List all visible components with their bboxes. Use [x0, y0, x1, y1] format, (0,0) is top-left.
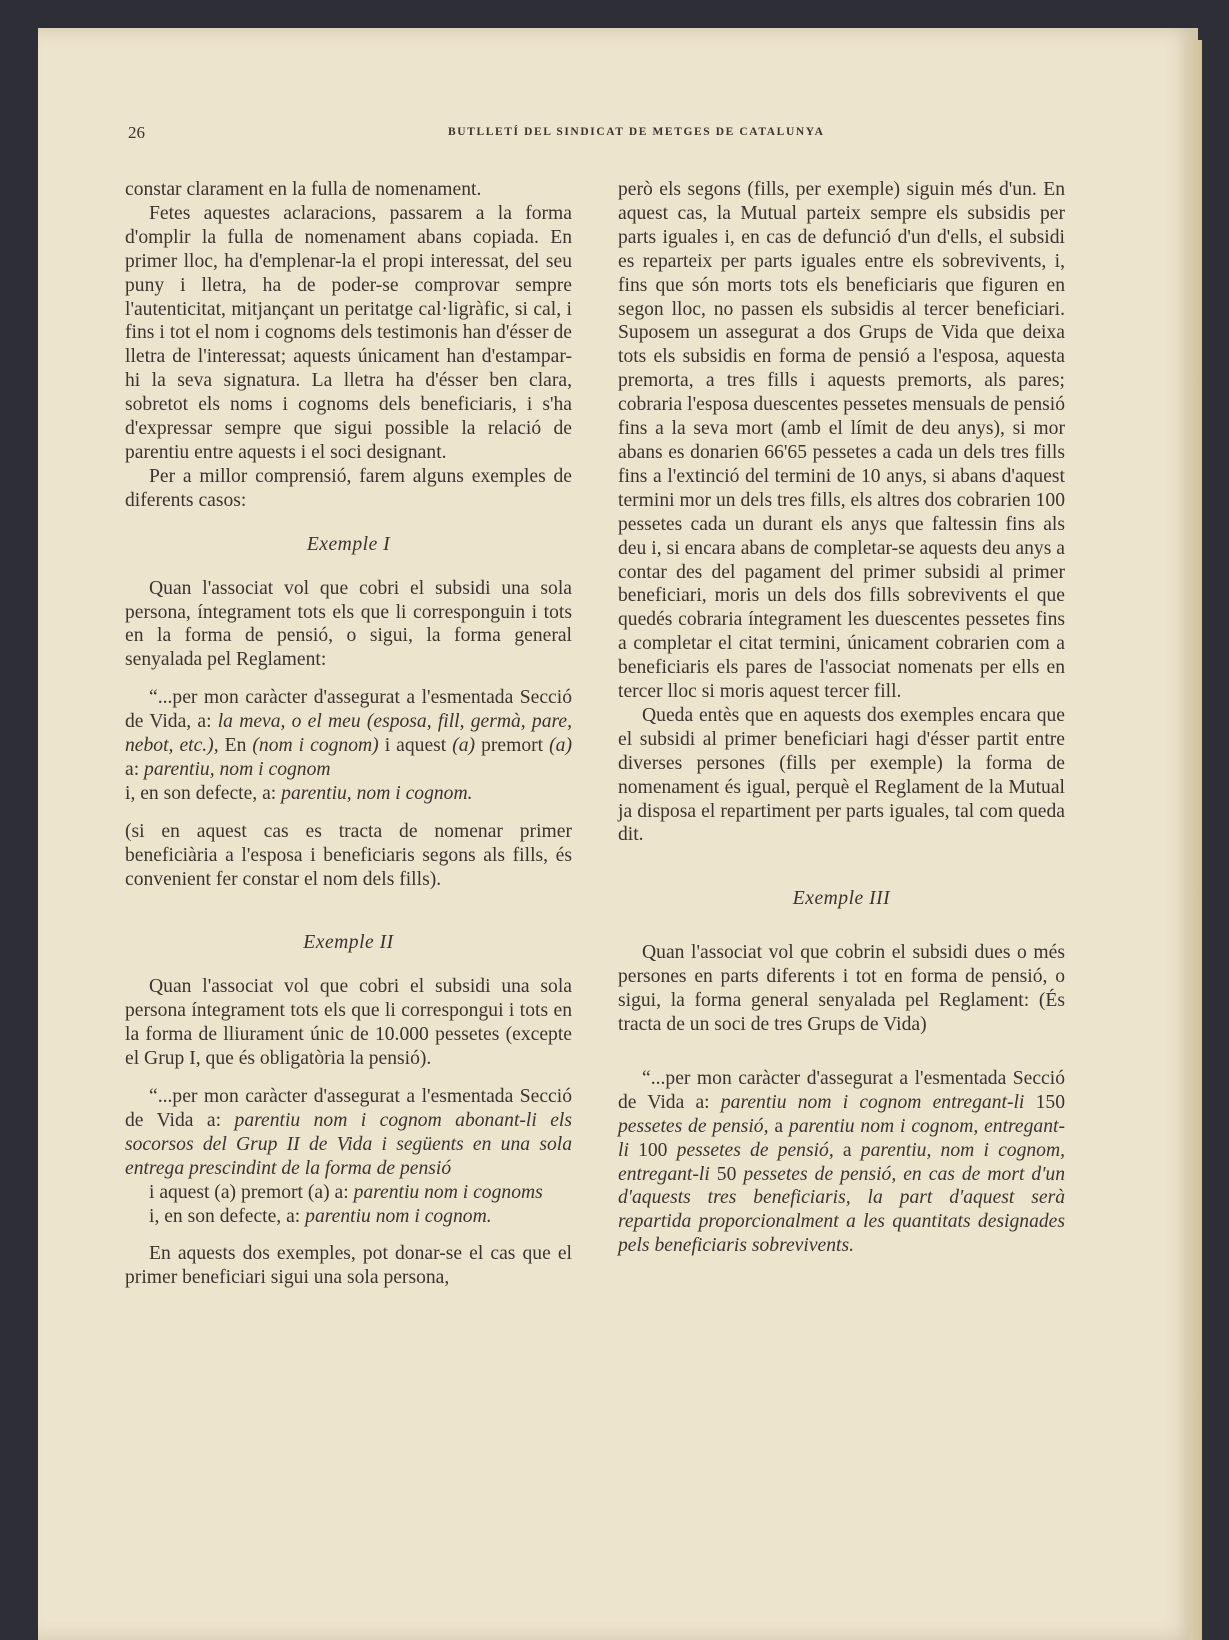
formula-text: “...per mon caràcter d'assegurat a l'esmentada Secció de Vida a:: [125, 1086, 572, 1131]
formula-text: a:: [125, 758, 145, 780]
section-heading: Exemple III: [792, 888, 891, 910]
formula-text: “...per mon caràcter d'assegurat a l'esmentada Secció de Vida a:: [618, 1067, 1065, 1113]
page-edge: [1190, 40, 1202, 1640]
formula-text: 150: [1024, 1091, 1065, 1113]
formula-italic: pessetes de pensió,: [618, 1115, 769, 1137]
formula-text: premort: [475, 735, 550, 757]
formula-italic: parentiu, nom i cognom: [144, 758, 331, 780]
formula-text: En: [218, 735, 253, 757]
nomination-formula: [618, 1067, 1065, 1258]
running-title: BUTLLETÍ DEL SINDICAT DE METGES DE CATALUNYA: [448, 126, 825, 138]
formula-text: i aquest: [378, 735, 453, 757]
formula-italic: parentiu nom i cognom, entregant-li: [618, 1115, 1065, 1161]
nomination-formula-line: [125, 1181, 572, 1205]
page-number: 26: [128, 123, 145, 142]
formula-text: a: [768, 1115, 789, 1137]
formula-italic: pessetes de pensió, en cas de mort d'un d'aquests tres beneficiaris, la part d'aquest serà repartida proporcionalment a les quantitats designades pels beneficiaris sobrevivents.: [618, 1163, 1066, 1257]
formula-text: 100: [628, 1139, 677, 1161]
paragraph: En aquests dos exemples, pot donar-se el cas que el primer beneficiari sigui una sola persona,: [125, 1243, 572, 1289]
paragraph: Per a millor comprensió, farem alguns exemples de diferents casos:: [125, 465, 572, 511]
formula-italic: (a): [549, 735, 572, 757]
formula-italic: (a): [452, 735, 476, 757]
formula-italic: parentiu nom i cognom.: [305, 1205, 492, 1227]
section-heading: Exemple II: [303, 932, 394, 954]
nomination-formula: [125, 686, 572, 782]
left-column: [125, 178, 572, 1290]
formula-italic: parentiu nom i cognom entregant-li: [720, 1091, 1025, 1113]
right-column: [618, 178, 1065, 1258]
formula-italic: (nom i cognom): [252, 735, 379, 757]
formula-text: “...per mon caràcter d'assegurat a l'esmentada Secció de Vida, a:: [125, 687, 572, 733]
paragraph: constar clarament en la fulla de nomenament.: [125, 179, 482, 200]
paragraph: Quan l'associat vol que cobri el subsidi una sola persona, íntegrament tots els que li corresponguin i tots en la forma de pensió, o sigui, la forma general senyalada pel Reglament:: [125, 577, 572, 671]
paragraph: Fetes aquestes aclaracions, passarem a la forma d'omplir la fulla de nomenament abans copiada. En primer lloc, ha d'emplenar-la el propi interessat, del seu puny i lletra, ha de poder-se comprovar sempre l'autenticitat, mitjançant un peritatge cal·ligràfic, si cal, i fins i tot el nom i cognoms dels testimonis han d'ésser de lletra de l'interessat; aquests únicament han d'estampar-hi la seva signatura. La lletra ha d'ésser ben clara, sobretot els noms i cognoms dels beneficiaris, i s'ha d'expressar sempre que sigui possible la relació de parentiu entre aquests i el soci designant.: [125, 202, 572, 463]
formula-italic: parentiu nom i cognom abonant-li els socorsos del Grup II de Vida i següents en una sola entrega prescindint de la forma de pensió: [125, 1109, 572, 1179]
paragraph: Quan l'associat vol que cobrin el subsidi dues o més persones en parts diferents i tot en forma de pensió, o sigui, la forma general senyalada pel Reglament: (És tracta de un soci de tres Grups de Vida): [618, 942, 1065, 1035]
formula-italic: parentiu nom i cognoms: [353, 1181, 543, 1203]
page-header: [128, 123, 1128, 147]
paragraph: però els segons (fills, per exemple) siguin més d'un. En aquest cas, la Mutual parteix sempre els subsidis per parts iguales i, en cas de defunció d'un d'ells, el subsidi es reparteix per parts iguales entre els sobrevivents, i, fins que són morts tots els beneficiaris que figuren en segon lloc, no passen els subsidis al tercer beneficiari. Suposem un assegurat a dos Grups de Vida que deixa tots els subsidis en forma de pensió a l'esposa, aquesta premorta, a tres fills i aquests premorts, als pares; cobraria l'esposa duescentes pessetes mensuals de pensió fins a la seva mort (amb el límit de deu anys), si mor abans es donarien 66'65 pessetes a cada un dels tres fills fins a l'extinció del termini de 10 anys, si abans d'aquest termini mor un dels tres fills, els altres dos cobrarien 100 pessetes cada un durant els anys que faltessin fins als deu i, si encara abans de completar-se aquests deu anys a contar des del pagament del primer subsidi al primer beneficiari, moris un dels dos fills sobrevivents el que quedés cobraria íntegrament les duescentes pessetes fins a completar el citat termini, únicament cobrarien com a beneficiaris els pares de l'associat nomenats per ells en tercer lloc si moris aquest tercer fill.: [618, 179, 1065, 703]
section-heading: Exemple I: [306, 533, 391, 555]
nomination-formula-alt: [125, 1205, 572, 1229]
formula-italic: parentiu, nom i cognom, entregant-li: [618, 1139, 1066, 1185]
formula-text: a: [833, 1139, 861, 1161]
formula-text: 50: [709, 1163, 744, 1185]
formula-text: i, en son defecte, a:: [125, 782, 282, 804]
formula-italic: la meva, o el meu (esposa, fill, germà, pare, nebot, etc.),: [125, 711, 572, 757]
paragraph: Quan l'associat vol que cobri el subsidi una sola persona íntegrament tots els que li correspongui i tots en la forma de lliurament únic de 10.000 pessetes (excepte el Grup I, que és obligatòria la pensió).: [125, 976, 572, 1070]
paragraph: (si en aquest cas es tracta de nomenar primer beneficiària a l'esposa i beneficiaris segons als fills, és convenient fer constar el nom dels fills).: [125, 820, 572, 890]
formula-text: i, en son defecte, a:: [149, 1205, 306, 1227]
formula-text: i aquest (a) premort (a) a:: [149, 1181, 354, 1203]
nomination-formula: [125, 1085, 572, 1181]
formula-italic: pessetes de pensió,: [676, 1139, 834, 1161]
nomination-formula-alt: [125, 782, 572, 806]
formula-italic: parentiu, nom i cognom.: [281, 782, 473, 804]
paragraph: Queda entès que en aquests dos exemples encara que el subsidi al primer beneficiari hagi d'ésser partit entre diverses persones (fills per exemple) la forma de nomenament és igual, perquè el Reglament de la Mutual ja disposa el repartiment per parts iguales, tal com queda dit.: [618, 704, 1065, 846]
